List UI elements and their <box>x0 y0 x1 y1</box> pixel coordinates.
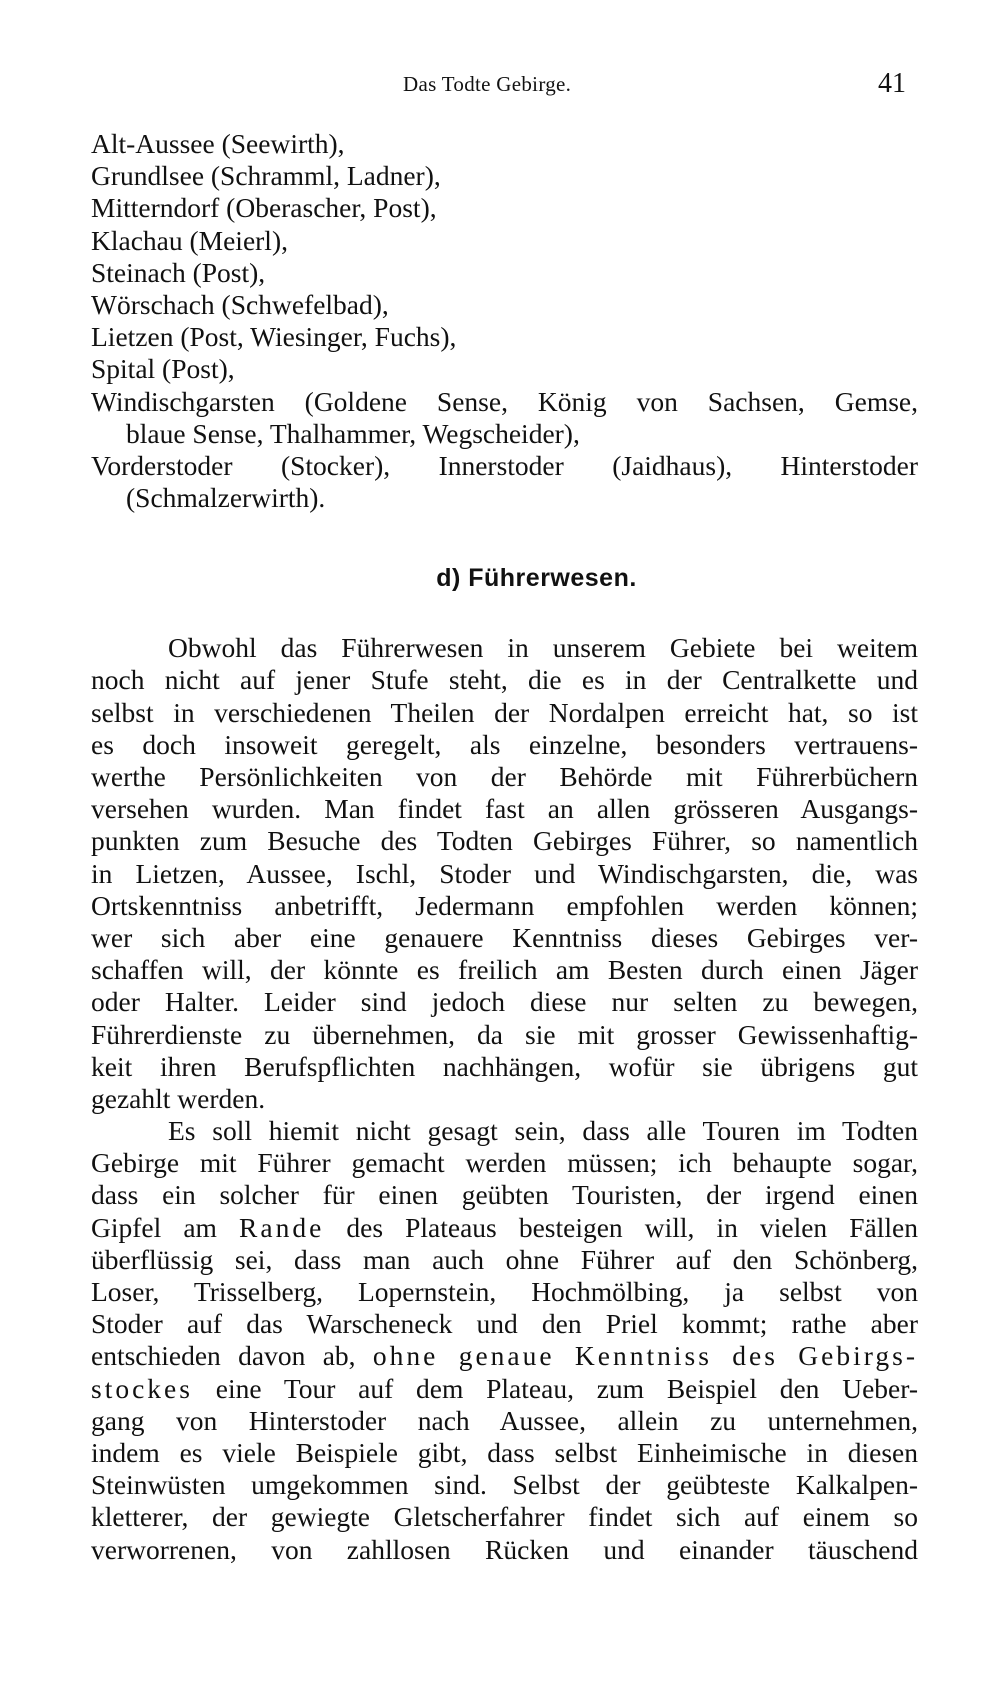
list-item: Spital (Post), <box>91 353 235 385</box>
text-line: oder Halter. Leider sind jedoch diese nur selten zu bewegen, <box>91 986 918 1018</box>
list-item: Klachau (Meierl), <box>91 224 288 256</box>
list-item: Grundlsee (Schramml, Ladner), <box>91 160 441 192</box>
list-item: Windischgarsten (Goldene Sense, König von Sachsen, Gemse, <box>91 385 918 417</box>
text-line: dass ein solcher für einen geübten Touristen, der irgend einen <box>91 1179 918 1211</box>
text-line: indem es viele Beispiele gibt, dass selbst Einheimische in diesen <box>91 1436 918 1468</box>
text-line: in Lietzen, Aussee, Ischl, Stoder und Windischgarsten, die, was <box>91 857 918 889</box>
emphasized-phrase: ohne genaue Kenntniss des Gebirgs- <box>372 1340 918 1372</box>
text-line: versehen wurden. Man findet fast an allen grösseren Ausgangs- <box>91 793 918 825</box>
page-body <box>91 128 918 1566</box>
text-line: Loser, Trisselberg, Lopernstein, Hochmölbing, ja selbst von <box>91 1276 918 1307</box>
text-fragment: Gipfel am <box>91 1211 240 1243</box>
text-fragment: eine Tour auf dem Plateau, zum Beispiel den Ueber- <box>192 1372 918 1404</box>
text-line: Führerdienste zu übernehmen, da sie mit grosser Gewissenhaftig- <box>91 1018 918 1050</box>
text-line: Ortskenntniss anbetrifft, Jedermann empfohlen werden können; <box>91 889 918 921</box>
text-line: keit ihren Berufspflichten nachhängen, wofür sie übrigens gut <box>91 1050 918 1082</box>
text-line: Es soll hiemit nicht gesagt sein, dass alle Touren im Todten <box>168 1115 918 1147</box>
running-head-title: Das Todte Gebirge. <box>403 72 572 96</box>
text-line: verworrenen, von zahllosen Rücken und einander täuschend <box>91 1533 918 1565</box>
text-line: schaffen will, der könnte es freilich am Besten durch einen Jäger <box>91 954 918 986</box>
text-line: überflüssig sei, dass man auch ohne Führer auf den Schönberg, <box>91 1243 918 1275</box>
text-line: gang von Hinterstoder nach Aussee, allein zu unternehmen, <box>91 1404 918 1436</box>
text-line: wer sich aber eine genauere Kenntniss dieses Gebirges ver- <box>91 921 918 953</box>
text-line: gezahlt werden. <box>91 1082 266 1114</box>
list-item: Lietzen (Post, Wiesinger, Fuchs), <box>91 321 457 353</box>
text-line: punkten zum Besuche des Todten Gebirges Führer, so namentlich <box>91 825 918 857</box>
emphasized-word: stockes <box>91 1372 193 1404</box>
list-item: Vorderstoder (Stocker), Innerstoder (Jaidhaus), Hinterstoder <box>91 449 918 481</box>
emphasized-word: Rande <box>239 1211 325 1243</box>
text-line <box>91 1373 918 1405</box>
text-line: es doch insoweit geregelt, als einzelne, besonders vertrauens- <box>91 728 918 760</box>
paragraph-1 <box>91 632 918 1115</box>
text-line: Gebirge mit Führer gemacht werden müssen; ich behaupte sogar, <box>91 1147 918 1179</box>
text-line: kletterer, der gewiegte Gletscherfahrer findet sich auf einem so <box>91 1501 918 1533</box>
text-fragment: entschieden davon ab, <box>91 1340 373 1372</box>
list-item-continuation: blaue Sense, Thalhammer, Wegscheider), <box>126 417 580 449</box>
text-line: Obwohl das Führerwesen in unserem Gebiete bei weitem <box>168 632 918 664</box>
text-line: noch nicht auf jener Stufe steht, die es in der Centralkette und <box>91 664 918 696</box>
text-line: Stoder auf das Warscheneck und den Priel kommt; rathe aber <box>91 1308 918 1340</box>
list-item-continuation: (Schmalzerwirth). <box>126 482 326 514</box>
text-line: Steinwüsten umgekommen sind. Selbst der geübteste Kalkalpen- <box>91 1469 918 1501</box>
list-item: Wörschach (Schwefelbad), <box>91 288 389 320</box>
text-line <box>91 1340 918 1372</box>
inn-list <box>91 128 918 514</box>
list-item: Steinach (Post), <box>91 256 266 288</box>
text-line: selbst in verschiedenen Theilen der Nordalpen erreicht hat, so ist <box>91 696 918 728</box>
section-heading: d) Führerwesen. <box>436 564 637 593</box>
page-number: 41 <box>878 68 906 99</box>
list-item: Alt-Aussee (Seewirth), <box>91 128 345 159</box>
text-fragment: des Plateaus besteigen will, in vielen Fällen <box>324 1211 918 1243</box>
paragraph-2 <box>91 1115 918 1566</box>
text-line <box>91 1212 918 1244</box>
list-item: Mitterndorf (Oberascher, Post), <box>91 192 437 224</box>
text-line: werthe Persönlichkeiten von der Behörde mit Führerbüchern <box>91 761 918 792</box>
running-head <box>0 68 1000 102</box>
